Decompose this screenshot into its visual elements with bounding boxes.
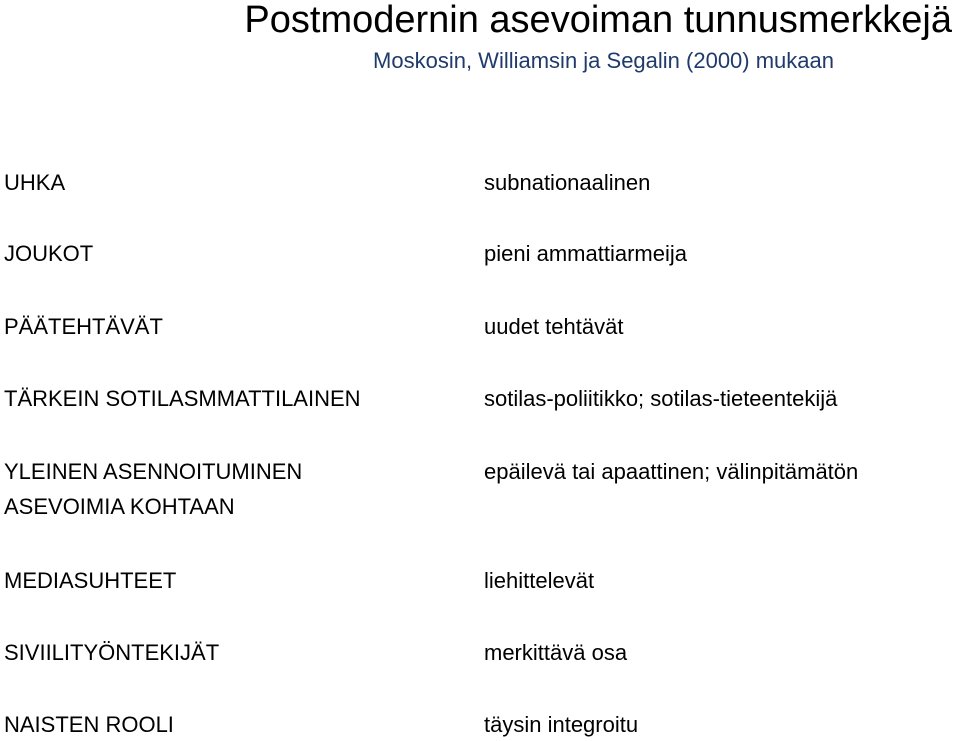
- label-tarkein-sotilasammattilainen: TÄRKEIN SOTILASMMATTILAINEN: [4, 386, 361, 411]
- label-siviilityontekijat: SIVIILITYÖNTEKIJÄT: [4, 640, 220, 665]
- value-yleinen-asennoituminen: epäilevä tai apaattinen; välinpitämätön: [484, 459, 859, 484]
- label-naisten-rooli: NAISTEN ROOLI: [4, 712, 174, 737]
- value-joukot: pieni ammattiarmeija: [484, 241, 687, 266]
- label-joukot: JOUKOT: [4, 241, 94, 266]
- label-yleinen-asennoituminen-line1: YLEINEN ASENNOITUMINEN: [4, 459, 303, 484]
- value-siviilityontekijat: merkittävä osa: [484, 640, 628, 665]
- slide-subtitle: Moskosin, Williamsin ja Segalin (2000) mukaan: [373, 48, 834, 73]
- value-tarkein-sotilasammattilainen: sotilas-poliitikko; sotilas-tieteentekijä: [484, 386, 838, 411]
- value-naisten-rooli: täysin integroitu: [484, 712, 639, 737]
- label-yleinen-asennoituminen-line2: ASEVOIMIA KOHTAAN: [4, 494, 235, 519]
- label-mediasuhteet: MEDIASUHTEET: [4, 568, 177, 593]
- label-uhka: UHKA: [4, 170, 66, 195]
- value-uhka: subnationaalinen: [484, 170, 651, 195]
- value-paatehtavat: uudet tehtävät: [484, 314, 624, 339]
- slide-title: Postmodernin asevoiman tunnusmerkkejä: [244, 0, 952, 41]
- value-mediasuhteet: liehittelevät: [484, 568, 595, 593]
- label-paatehtavat: PÄÄTEHTÄVÄT: [4, 314, 163, 339]
